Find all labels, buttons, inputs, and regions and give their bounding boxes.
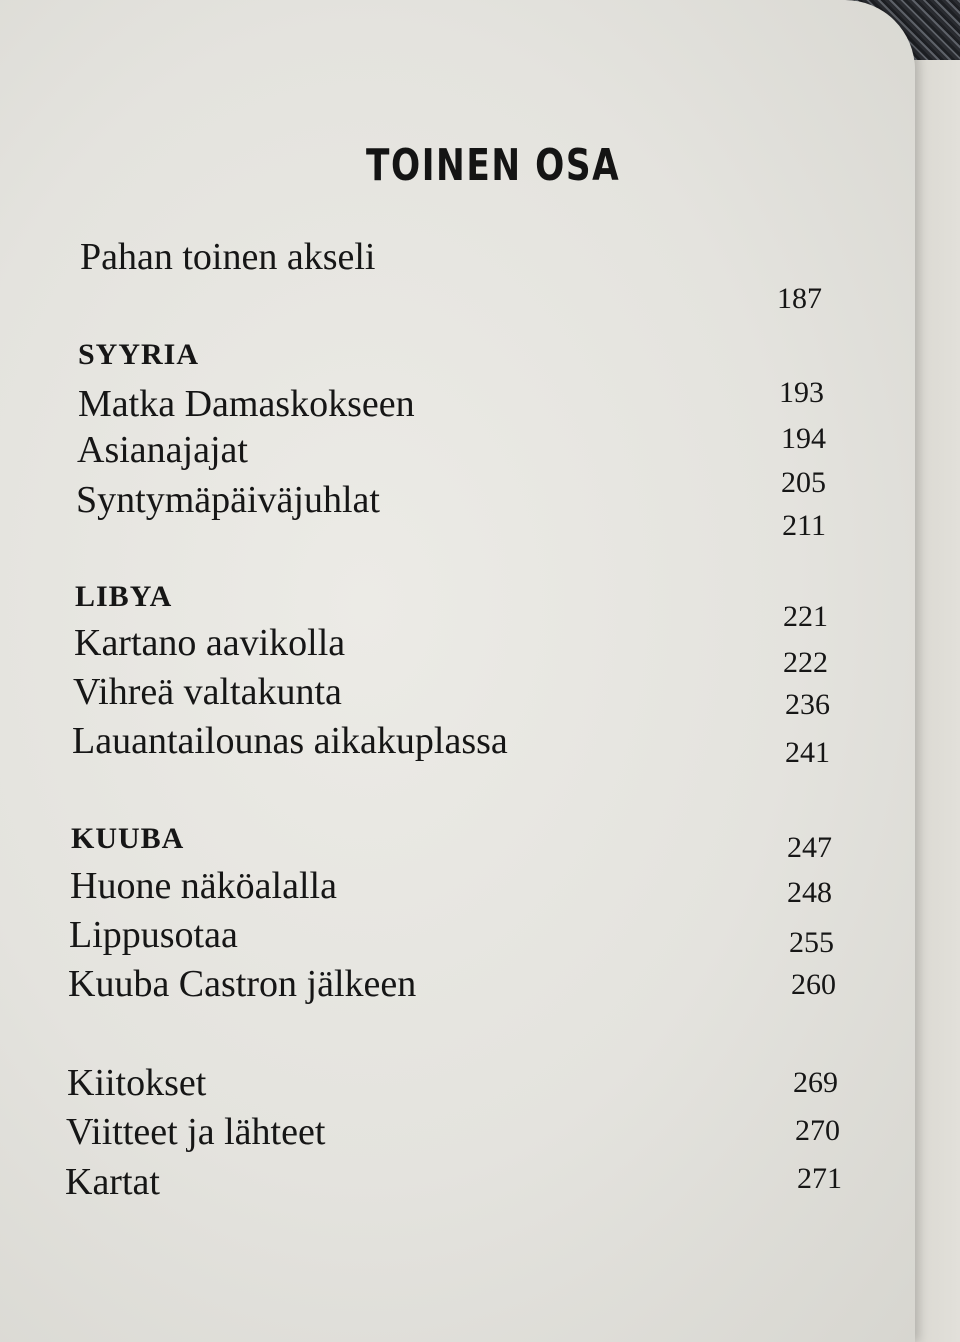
- page-number: 194: [781, 422, 826, 455]
- toc-group-libya: LIBYA: [75, 580, 173, 613]
- toc-entry-huone: Huone näköalalla: [70, 865, 337, 907]
- page-number: 255: [789, 926, 834, 959]
- page-number: 211: [782, 509, 826, 542]
- page-number: 187: [777, 282, 822, 315]
- page-number: 271: [797, 1162, 842, 1195]
- section-heading: TOINEN OSA: [366, 140, 621, 191]
- page-number: 222: [783, 646, 828, 679]
- toc-entry-lauantai: Lauantailounas aikakuplassa: [72, 720, 508, 762]
- toc-entry-asianajajat: Asianajajat: [77, 429, 248, 471]
- page-number: 248: [787, 876, 832, 909]
- page-number: 269: [793, 1066, 838, 1099]
- toc-entry-kiitokset: Kiitokset: [67, 1062, 207, 1104]
- page-number: 247: [787, 831, 832, 864]
- page-number: 205: [781, 466, 826, 499]
- toc-entry-castro: Kuuba Castron jälkeen: [68, 963, 417, 1005]
- toc-group-kuuba: KUUBA: [71, 822, 185, 855]
- toc-entry-kartano: Kartano aavikolla: [74, 622, 346, 664]
- page-number: 241: [785, 736, 830, 769]
- toc-entry-kartat: Kartat: [65, 1161, 160, 1203]
- page-number: 270: [795, 1114, 840, 1147]
- page-number: 193: [779, 376, 824, 409]
- toc-entry-syntymapaiva: Syntymäpäiväjuhlat: [76, 479, 380, 521]
- page-number: 260: [791, 968, 836, 1001]
- toc-group-syyria: SYYRIA: [78, 338, 200, 371]
- toc-entry-viitteet: Viitteet ja lähteet: [66, 1111, 326, 1153]
- toc-entry-lippusotaa: Lippusotaa: [69, 914, 238, 956]
- toc-entry-prologue: Pahan toinen akseli: [80, 236, 376, 278]
- page-number: 221: [783, 600, 828, 633]
- toc-entry-vihrea: Vihreä valtakunta: [73, 671, 342, 713]
- toc-entry-matka: Matka Damaskokseen: [78, 383, 415, 425]
- page-number: 236: [785, 688, 830, 721]
